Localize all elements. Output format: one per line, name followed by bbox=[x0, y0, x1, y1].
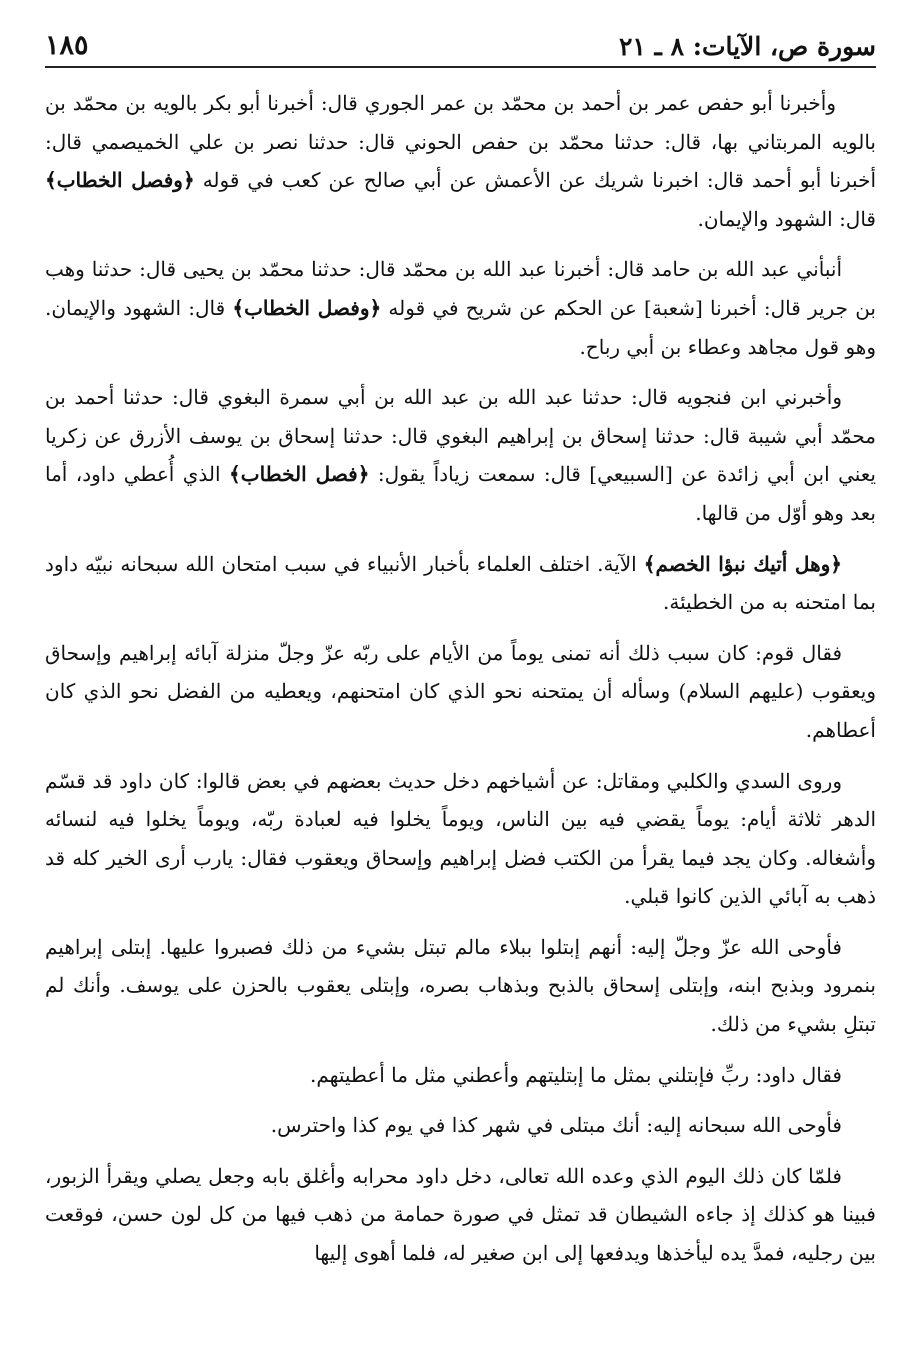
quran-quote: ﴿وفصل الخطاب﴾ bbox=[232, 295, 382, 320]
paragraph-text: فقال داود: ربِّ فإبتلني بمثل ما إبتليتهم وأعطني مثل ما أعطيتهم. bbox=[309, 1062, 842, 1087]
body-text bbox=[45, 84, 876, 1285]
paragraph-text: الذي أُعطي داود، أما بعد وهو أوّل من قالها. bbox=[45, 462, 876, 525]
paragraph-text: قال: الشهود والإيمان. وهو قول مجاهد وعطاء بن أبي رباح. bbox=[45, 295, 876, 359]
paragraph-text: قال: الشهود والإيمان. bbox=[697, 206, 876, 231]
running-head: سورة ص، الآيات: ٨ ـ ٢١ bbox=[618, 32, 876, 61]
paragraph bbox=[45, 545, 876, 622]
paragraph bbox=[45, 250, 876, 366]
paragraph-text: فأوحى الله سبحانه إليه: أنك مبتلى في شهر كذا في يوم كذا واحترس. bbox=[270, 1113, 842, 1138]
header-rule bbox=[45, 66, 876, 68]
paragraph-text: أنبأني عبد الله بن حامد قال: أخبرنا عبد الله بن محمّد قال: حدثنا محمّد بن يحيى قال: حدثنا وهب بن جرير قال: أخبرنا [شعبة] عن الحكم عن شريح في قوله bbox=[45, 257, 876, 320]
page-number: ١٨٥ bbox=[45, 30, 89, 61]
paragraph-text: الآية. اختلف العلماء بأخبار الأنبياء في سبب امتحان الله سبحانه نبيّه داود بما امتحنه به من الخطيئة. bbox=[45, 551, 876, 615]
paragraph-text: وروى السدي والكلبي ومقاتل: عن أشياخهم دخل حديث بعضهم في بعض قالوا: كان داود قد قسّم الدهر ثلاثة أيام: يوماً يقضي فيه بين الناس، ويوماً يخلوا فيه لعبادة ربّه، ويوماً يخلوا فيه لنسائه وأشغاله. وكان يجد فيما يقرأ من الكتب فضل إبراهيم وإسحاق ويعقوب فقال: يارب أرى الخير كله قد ذهب به آبائي الذين كانوا قبلي. bbox=[45, 768, 876, 909]
paragraph bbox=[45, 84, 876, 238]
paragraph bbox=[45, 1106, 876, 1145]
paragraph bbox=[45, 762, 876, 916]
page-header bbox=[45, 28, 876, 68]
paragraph bbox=[45, 1157, 876, 1273]
paragraph bbox=[45, 634, 876, 750]
paragraph-text: فأوحى الله عزّ وجلّ إليه: أنهم إبتلوا ببلاء مالم تبتل بشيء من ذلك فصبروا عليها. إبتلى إبراهيم بنمرود وبذبح ابنه، وإبتلى إسحاق بالذبح وبذهاب بصره، وإبتلى يعقوب بالحزن على يوسف. وأنك لم تبتلِ بشيء من ذلك. bbox=[45, 934, 876, 1037]
paragraph bbox=[45, 378, 876, 532]
paragraph bbox=[45, 928, 876, 1044]
paragraph-text: فقال قوم: كان سبب ذلك أنه تمنى يوماً من الأيام على ربّه عزّ وجلّ منزلة آبائه إبراهيم وإسحاق ويعقوب (عليهم السلام) وسأله أن يمتحنه نحو الذي كان امتحنهم، ويعطيه من الفضل نحو الذي كان أعطاهم. bbox=[45, 640, 876, 742]
quran-quote: ﴿وفصل الخطاب﴾ bbox=[45, 168, 195, 193]
paragraph-text: وأخبرنا أبو حفص عمر بن أحمد بن محمّد بن عمر الجوري قال: أخبرنا أبو بكر بالويه بن محمّد بن بالويه المربتاني بها، قال: حدثنا محمّد بن حفص الحوني قال: حدثنا نصر بن علي الخميصمي قال: أخبرنا أبو أحمد قال: اخبرنا شريك عن الأعمش عن أبي صالح عن كعب في قوله bbox=[45, 91, 876, 193]
paragraph-text: فلمّا كان ذلك اليوم الذي وعده الله تعالى، دخل داود محرابه وأغلق بابه وجعل يصلي ويقرأ الزبور، فبينا هو كذلك إذ جاءه الشيطان قد تمثل في صورة حمامة من ذهب فيها من كل لون حسن، فوقعت بين رجليه، فمدَّ يده ليأخذها ويدفعها إلى ابن صغير له، فلما أهوى إليها bbox=[45, 1163, 876, 1266]
quran-quote: ﴿وهل أتيك نبؤا الخصم﴾ bbox=[643, 551, 842, 576]
quran-quote: ﴿فصل الخطاب﴾ bbox=[229, 462, 370, 487]
paragraph bbox=[45, 1056, 876, 1095]
paragraph-text: وأخبرني ابن فنجويه قال: حدثنا عبد الله بن عبد الله بن أبي سمرة البغوي قال: حدثنا أحمد بن محمّد أبي شيبة قال: حدثنا إسحاق بن إبراهيم البغوي قال: حدثنا إسحاق بن يوسف الأزرق عن زكريا يعني ابن أبي زائدة عن [السبيعي] قال: سمعت زياداً يقول: bbox=[45, 385, 876, 487]
